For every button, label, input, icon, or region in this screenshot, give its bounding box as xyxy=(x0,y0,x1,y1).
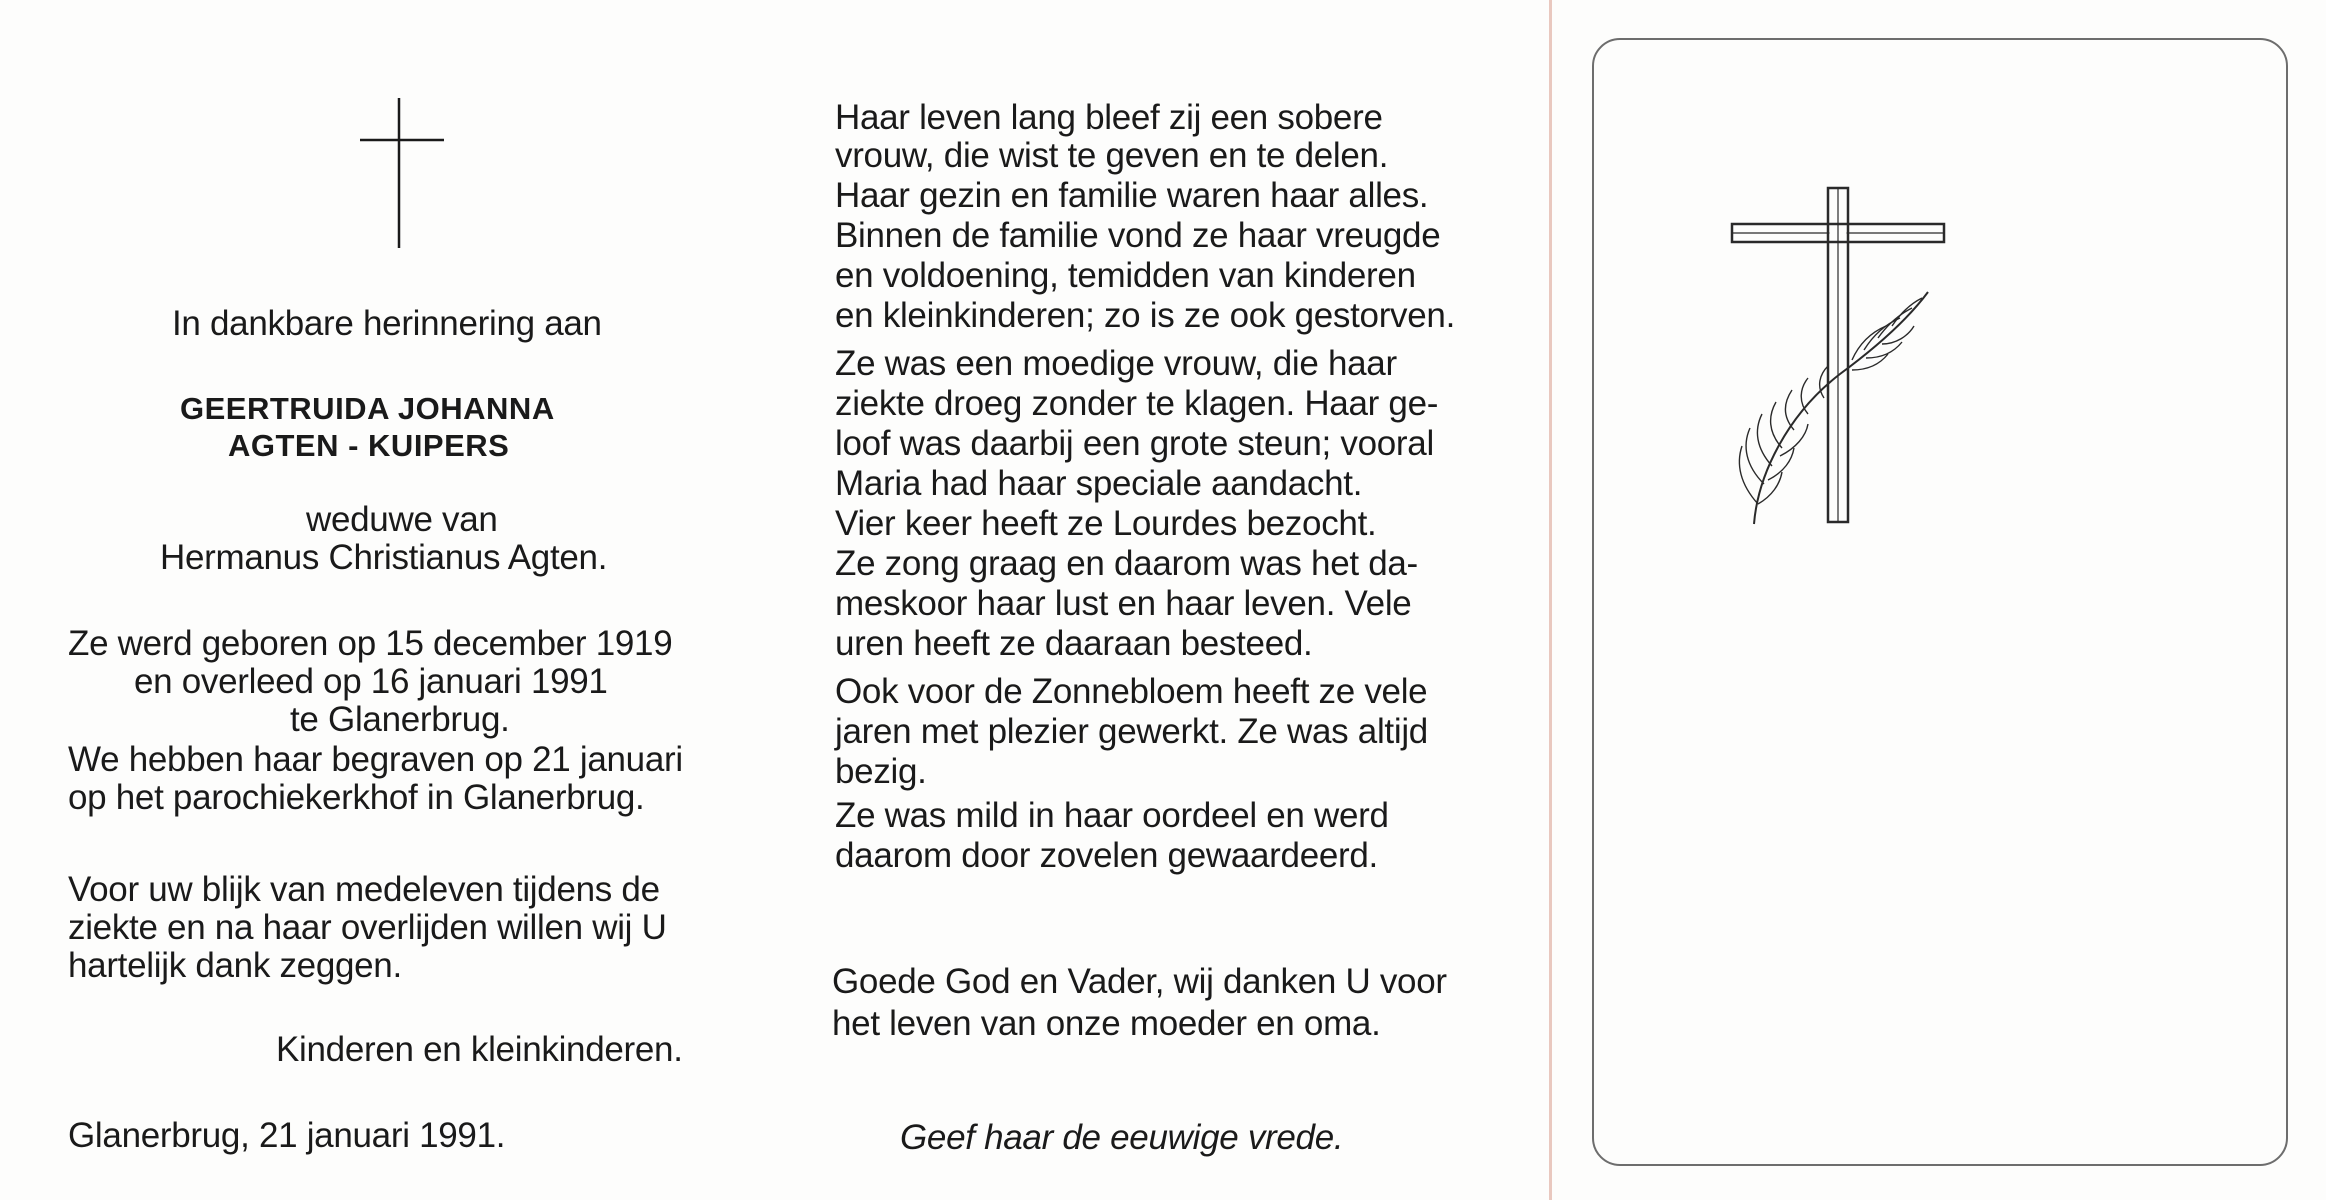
cross-icon xyxy=(360,98,444,250)
picture-frame xyxy=(1592,38,2288,1166)
biography-line: bezig. xyxy=(835,752,927,791)
closing-wish: Geef haar de eeuwige vrede. xyxy=(900,1118,1344,1157)
biography-line: loof was daarbij een grote steun; vooral xyxy=(835,424,1434,463)
thanks-line-1: Voor uw blijk van medeleven tijdens de xyxy=(68,870,660,909)
burial-line-1: We hebben haar begraven op 21 januari xyxy=(68,740,683,779)
biography-line: daarom door zovelen gewaardeerd. xyxy=(835,836,1378,875)
biography-line: uren heeft ze daaraan besteed. xyxy=(835,624,1313,663)
right-panel xyxy=(1552,0,2326,1200)
biography-line: en kleinkinderen; zo is ze ook gestorven. xyxy=(835,296,1456,335)
burial-line-2: op het parochiekerkhof in Glanerbrug. xyxy=(68,778,645,817)
death-place-line: te Glanerbrug. xyxy=(290,700,510,739)
biography-line: Ze zong graag en daarom was het da- xyxy=(835,544,1418,583)
biography-line: Ze was een moedige vrouw, die haar xyxy=(835,344,1397,383)
cross-with-palm-icon xyxy=(1728,184,1950,534)
biography-line: Ook voor de Zonnebloem heeft ze vele xyxy=(835,672,1428,711)
middle-panel xyxy=(832,0,1532,1200)
biography-line: Binnen de familie vond ze haar vreugde xyxy=(835,216,1441,255)
deceased-name-line2: AGTEN - KUIPERS xyxy=(228,428,510,463)
deceased-name-line1: GEERTRUIDA JOHANNA xyxy=(180,391,555,426)
death-line: en overleed op 16 januari 1991 xyxy=(134,662,608,701)
place-date: Glanerbrug, 21 januari 1991. xyxy=(68,1116,506,1155)
biography-line: Haar gezin en familie waren haar alles. xyxy=(835,176,1429,215)
biography-line: Ze was mild in haar oordeel en werd xyxy=(835,796,1389,835)
widow-label: weduwe van xyxy=(306,500,498,539)
thanks-line-3: hartelijk dank zeggen. xyxy=(68,946,402,985)
spouse-name: Hermanus Christianus Agten. xyxy=(160,538,608,577)
biography-line: meskoor haar lust en haar leven. Vele xyxy=(835,584,1412,623)
prayer-line-1: Goede God en Vader, wij danken U voor xyxy=(832,962,1447,1001)
intro-text: In dankbare herinnering aan xyxy=(172,304,602,343)
biography-line: Haar leven lang bleef zij een sobere xyxy=(835,98,1383,137)
prayer-line-2: het leven van onze moeder en oma. xyxy=(832,1004,1381,1043)
biography-line: Vier keer heeft ze Lourdes bezocht. xyxy=(835,504,1377,543)
biography-line: en voldoening, temidden van kinderen xyxy=(835,256,1416,295)
biography-line: Maria had haar speciale aandacht. xyxy=(835,464,1363,503)
left-panel xyxy=(60,0,780,1200)
biography-line: ziekte droeg zonder te klagen. Haar ge- xyxy=(835,384,1439,423)
biography-line: jaren met plezier gewerkt. Ze was altijd xyxy=(835,712,1428,751)
signature: Kinderen en kleinkinderen. xyxy=(276,1030,683,1069)
thanks-line-2: ziekte en na haar overlijden willen wij U xyxy=(68,908,667,947)
birth-line: Ze werd geboren op 15 december 1919 xyxy=(68,624,673,663)
biography-line: vrouw, die wist te geven en te delen. xyxy=(835,136,1389,175)
